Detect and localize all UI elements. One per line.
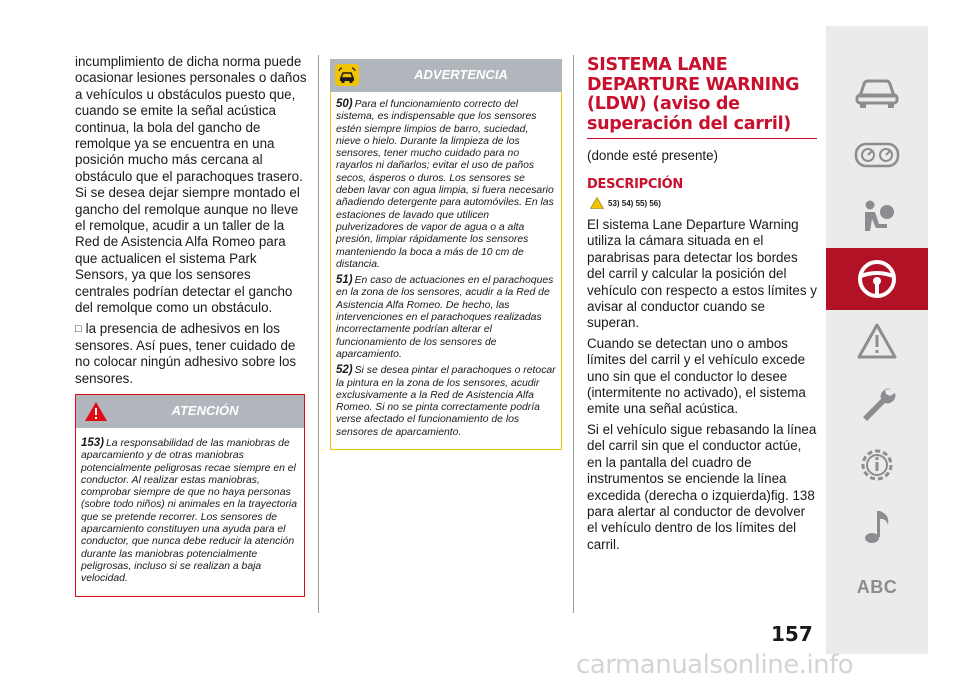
item-text: En caso de actuaciones en el parachoques en la zona de los sensores, acudir a la Red de Asistencia Alfa Romeo. De hecho, las intervenciones en el parachoques realizadas incorrectamente podrían alterar el funcionamiento de los sensores de aparcamiento. bbox=[336, 275, 554, 360]
attention-body bbox=[76, 428, 304, 596]
item-number: 52) bbox=[336, 364, 353, 377]
chapter-sidebar bbox=[826, 26, 928, 654]
tab-driving[interactable] bbox=[826, 248, 928, 310]
tab-index[interactable] bbox=[826, 556, 928, 618]
warning-triangle-icon bbox=[590, 197, 604, 209]
warning-item bbox=[336, 98, 556, 271]
paragraph-tow-hook: incumplimiento de dicha norma puede ocasionar lesiones personales o daños a vehículos u obstáculos puesto que, cuando se emite la señal acústica continua, la bola del gancho de remolque ya se encuentra en una posición mucho más cercana al obstáculo que el parachoques trasero. Si se desea dejar siempre montado el gancho del remolque aunque no lleve el remolque, acudir a un taller de la Red de Asistencia Alfa Romeo para que actualicen el sistema Park Sensors, ya que los sensores centrales podrían detectar el gancho del remolque como un obstáculo. bbox=[75, 54, 307, 316]
wrench-icon bbox=[857, 383, 897, 423]
column-divider bbox=[573, 55, 574, 613]
tab-technical-data[interactable] bbox=[826, 434, 928, 496]
attention-item bbox=[81, 437, 299, 586]
settings-info-icon bbox=[856, 444, 898, 486]
tab-maintenance[interactable] bbox=[826, 372, 928, 434]
warning-title: ADVERTENCIA bbox=[414, 67, 508, 82]
warning-references bbox=[590, 197, 819, 209]
gauges-icon bbox=[854, 141, 900, 169]
steering-wheel-icon bbox=[856, 258, 898, 300]
warning-icon bbox=[856, 322, 898, 360]
right-column bbox=[587, 56, 819, 557]
tab-multimedia[interactable] bbox=[826, 496, 928, 558]
music-note-icon bbox=[860, 507, 894, 547]
item-number: 153) bbox=[81, 437, 105, 449]
airbag-icon bbox=[857, 197, 897, 237]
item-number: 51) bbox=[336, 274, 353, 287]
attention-title: ATENCIÓN bbox=[171, 403, 239, 418]
paragraph: Si el vehículo sigue rebasando la línea del carril sin que el conductor actúe, en la pantalla del cuadro de instrumentos se enciende la línea excedida (derecha o izquierda)fig. 138 para alertar al conductor de devolver el vehículo dentro de los límites del carril. bbox=[587, 421, 817, 552]
tab-emergency[interactable] bbox=[826, 310, 928, 372]
paragraph: El sistema Lane Departure Warning utiliza la cámara situada en el parabrisas para detectar los bordes del carril y calcular la posición del vehículo con respecto a estos límites y avisar al conductor cuando se superan. bbox=[587, 217, 817, 331]
tab-instruments[interactable] bbox=[826, 124, 928, 186]
watermark: carmanualsonline.info bbox=[576, 650, 854, 680]
item-text: Si se desea pintar el parachoques o retocar la pintura en la zona de los sensores, acudir exclusivamente a la Red de Asistencia Alfa Romeo. Si no se pinta correctamente podría verse afectado el funcionamiento de los sensores de aparcamiento. bbox=[336, 365, 556, 438]
item-number: 50) bbox=[336, 98, 353, 110]
attention-header bbox=[76, 395, 304, 428]
warning-body bbox=[331, 92, 561, 449]
warning-item bbox=[336, 364, 556, 439]
bullet-adhesives: □ la presencia de adhesivos en los sensores. Así pues, tener cuidado de no colocar ningún adhesivo sobre los sensores. bbox=[75, 321, 307, 388]
paragraph: Cuando se detectan uno o ambos límites del carril y el vehículo excede uno sin que el conductor lo desee (intermitente no activado), el sistema emite una señal acústica. bbox=[587, 335, 806, 417]
page-number: 157 bbox=[771, 622, 813, 646]
availability-note: (donde esté presente) bbox=[587, 148, 719, 163]
car-icon bbox=[854, 76, 900, 110]
section-heading: SISTEMA LANE DEPARTURE WARNING (LDW) (aviso de superación del carril) bbox=[587, 55, 800, 134]
tab-car[interactable] bbox=[826, 62, 928, 124]
description-heading: DESCRIPCIÓN bbox=[587, 177, 683, 192]
heading-rule bbox=[587, 138, 817, 139]
reference-numbers: 53) 54) 55) 56) bbox=[608, 198, 661, 208]
tab-safety[interactable] bbox=[826, 186, 928, 248]
warning-item bbox=[336, 274, 556, 361]
left-column bbox=[75, 54, 307, 391]
description-text bbox=[587, 217, 819, 553]
item-text: Para el funcionamiento correcto del sistema, es indispensable que los sensores estén siempre limpios de barro, suciedad, nieve o hielo. Durante la limpieza de los sensores, tener mucho cuidado para no rayarlos ni dañarlos; evitar el uso de paños secos, ásperos o duros. Los sensores se deben lavar con agua limpia, si fuera necesario añadiendo detergente para automóviles. En las estaciones de lavado que utilicen pulverizadores de vapor de agua o a alta presión, limpiar rápidamente los sensores manteniendo la boca a más de 10 cm de distancia. bbox=[336, 99, 554, 270]
column-divider bbox=[318, 55, 319, 613]
warning-header bbox=[330, 59, 562, 92]
abc-icon: ABC bbox=[856, 576, 898, 597]
attention-box bbox=[75, 394, 305, 597]
warning-box bbox=[330, 59, 562, 450]
item-text: La responsabilidad de las maniobras de aparcamiento y de otras maniobras potencialmente peligrosas recae siempre en el conductor. Al realizar estas maniobras, comprobar siempre de que no haya personas (sobre todo niños) ni animales en la trayectoria que se pretende recorrer. Los sensores de aparcamiento constituyen una ayuda para el conductor, que nunca debe reducir la atención durante las maniobras potencialmente peligrosas, incluso si se realizan a baja velocidad. bbox=[81, 438, 298, 585]
